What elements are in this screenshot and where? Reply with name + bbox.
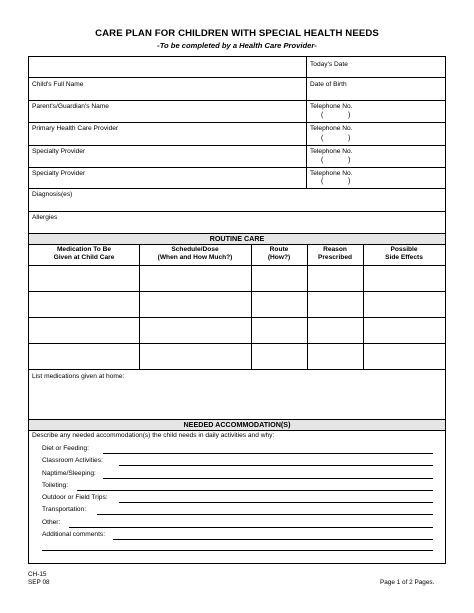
additional-comments-line[interactable] xyxy=(113,539,433,540)
todays-date-label: Today's Date xyxy=(310,61,348,68)
allergies-label: Allergies xyxy=(32,214,58,221)
naptime-sleeping-line[interactable] xyxy=(103,478,433,479)
classroom-activities-label: Classroom Activities: xyxy=(42,457,103,464)
other-line[interactable] xyxy=(69,527,433,528)
row-divider xyxy=(29,167,445,168)
row-divider xyxy=(29,430,445,431)
primary-telephone-label: Telephone No. xyxy=(310,125,353,132)
col-route: Route (How?) xyxy=(267,246,291,261)
routine-care-heading: ROUTINE CARE xyxy=(29,234,445,244)
diagnosis-label: Diagnosis(es) xyxy=(32,191,73,198)
other-label: Other: xyxy=(42,519,61,526)
form-subtitle: -To be completed by a Health Care Provider- xyxy=(157,41,317,50)
paren-close: ) xyxy=(348,178,351,185)
parent-name-label: Parent's/Guardian's Name xyxy=(32,103,109,110)
transportation-label: Transportation: xyxy=(42,506,87,513)
diet-feeding-line[interactable] xyxy=(103,453,433,454)
additional-comments-label: Additional comments: xyxy=(42,531,106,538)
medication-table xyxy=(29,244,445,369)
col-medication: Medication To Be Given at Child Care xyxy=(53,246,115,261)
paren-close: ) xyxy=(348,135,351,142)
col-side-effects: Possible Side Effects xyxy=(385,246,423,261)
table-column-line xyxy=(363,244,364,369)
paren-open: ( xyxy=(321,112,324,119)
paren-close: ) xyxy=(348,112,351,119)
outdoor-field-trips-label: Outdoor or Field Trips: xyxy=(42,494,108,501)
table-column-line xyxy=(307,244,308,369)
col-schedule: Schedule/Dose (When and How Much?) xyxy=(157,246,233,261)
toileting-label: Toileting: xyxy=(42,482,69,489)
diet-feeding-label: Diet or Feeding: xyxy=(42,445,89,452)
paren-close: ) xyxy=(348,157,351,164)
table-row-line xyxy=(29,369,445,370)
row-divider xyxy=(29,122,445,123)
home-medications-label: List medications given at home: xyxy=(32,373,125,380)
specialty-provider-label: Specialty Provider xyxy=(32,148,86,155)
specialty-telephone-label: Telephone No. xyxy=(310,148,353,155)
col-reason: Reason Prescribed xyxy=(317,246,353,261)
row-divider xyxy=(29,77,445,78)
transportation-line[interactable] xyxy=(97,514,433,515)
paren-open: ( xyxy=(321,178,324,185)
form-title: CARE PLAN FOR CHILDREN WITH SPECIAL HEALTH NEEDS xyxy=(95,28,379,39)
parent-telephone-label: Telephone No. xyxy=(310,103,353,110)
table-row-line xyxy=(29,317,445,318)
table-row-line xyxy=(29,291,445,292)
table-column-line xyxy=(139,244,140,369)
column-divider xyxy=(306,57,307,188)
form-id: CH-15 xyxy=(28,571,47,578)
row-divider xyxy=(29,145,445,146)
specialty-telephone-2-label: Telephone No. xyxy=(310,170,353,177)
specialty-provider-2-label: Specialty Provider xyxy=(32,170,86,177)
form-revision-date: SEP 08 xyxy=(28,579,50,586)
paren-open: ( xyxy=(321,157,324,164)
date-of-birth-label: Date of Birth xyxy=(310,81,347,88)
accommodations-heading: NEEDED ACCOMMODATION(S) xyxy=(29,420,445,430)
primary-provider-label: Primary Health Care Provider xyxy=(32,125,119,132)
care-plan-form xyxy=(28,56,446,564)
toileting-line[interactable] xyxy=(77,490,433,491)
table-row-line xyxy=(29,343,445,344)
accommodations-instruction: Describe any needed accommodation(s) the child needs in daily activities and why: xyxy=(32,432,275,439)
childs-name-label: Child's Full Name xyxy=(32,81,84,88)
classroom-activities-line[interactable] xyxy=(119,465,433,466)
additional-comments-line-2[interactable] xyxy=(42,550,433,551)
naptime-sleeping-label: Naptime/Sleeping: xyxy=(42,470,96,477)
table-column-line xyxy=(251,244,252,369)
page-number: Page 1 of 2 Pages. xyxy=(380,579,435,586)
table-row-line xyxy=(29,265,445,266)
outdoor-field-trips-line[interactable] xyxy=(119,502,433,503)
paren-open: ( xyxy=(321,135,324,142)
row-divider xyxy=(29,100,445,101)
row-divider xyxy=(29,211,445,212)
row-divider xyxy=(29,188,445,189)
